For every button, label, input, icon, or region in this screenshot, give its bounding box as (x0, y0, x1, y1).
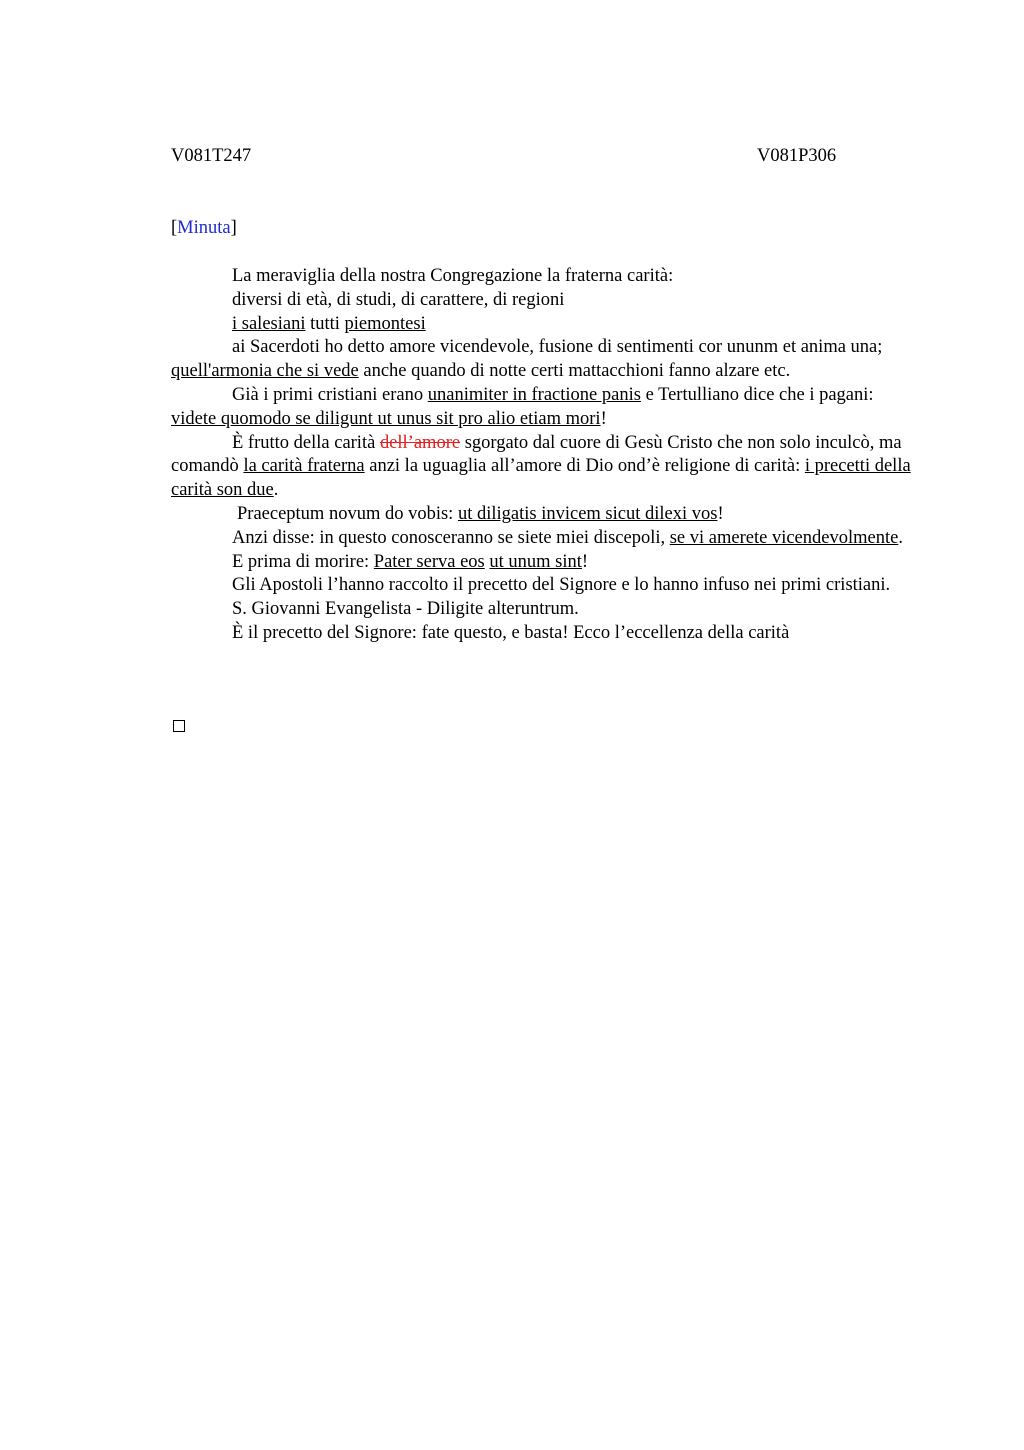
deleted-phrase: dell’amore (379, 432, 461, 453)
underlined-phrase: piemontesi (344, 313, 426, 334)
text-run: Praeceptum novum do vobis: (237, 503, 458, 524)
underlined-phrase: ut diligatis invicem sicut dilexi vos (457, 503, 718, 524)
document-code-left: V081T247 (171, 146, 252, 166)
paragraph-7 (171, 503, 921, 527)
underlined-phrase: i precetti della carità son due (171, 456, 911, 501)
document-code-right: V081P306 (757, 146, 837, 166)
text-run: . (273, 480, 279, 501)
checkbox-icon (173, 720, 185, 732)
text-run: E prima di morire: (232, 551, 374, 572)
text-run: sgorgato dal cuore di Gesù Cristo che non solo inculcò, ma comandò (171, 432, 902, 477)
paragraph-11: S. Giovanni Evangelista - Diligite alteruntrum. (232, 599, 579, 620)
document-body (171, 265, 921, 646)
underlined-phrase: i salesiani (232, 313, 306, 334)
text-run: ! (600, 408, 607, 429)
paragraph-3 (171, 313, 921, 337)
paragraph-9 (171, 551, 921, 575)
paragraph-4 (171, 336, 921, 384)
underlined-phrase: videte quomodo se diligunt ut unus sit pro alio etiam mori (171, 408, 601, 429)
text-run: Già i primi cristiani erano (232, 384, 428, 405)
underlined-phrase: unanimiter in fractione panis (427, 384, 641, 405)
text-run: ! (717, 503, 724, 524)
text-run: . (898, 527, 903, 548)
underlined-phrase: Pater serva eos (373, 551, 485, 572)
text-run: Anzi disse: in questo conosceranno se siete miei discepoli, (232, 527, 670, 548)
document-header (171, 146, 921, 170)
text-run: e Tertulliano dice che i pagani: (640, 384, 874, 405)
paragraph-6 (171, 432, 921, 503)
minuta-heading (171, 218, 237, 239)
paragraph-1: La meraviglia della nostra Congregazione la fraterna carità: (232, 266, 674, 286)
text-run: tutti (305, 313, 345, 334)
paragraph-12: È il precetto del Signore: fate questo, e basta! Ecco l’eccellenza della carità (232, 622, 790, 643)
underlined-phrase: quell'armonia che si vede (171, 361, 359, 382)
paragraph-5 (171, 384, 921, 432)
text-run: anche quando di notte certi mattacchioni fanno alzare etc. (358, 361, 791, 382)
paragraph-10: Gli Apostoli l’hanno raccolto il precetto del Signore e lo hanno infuso nei primi cristiani. (232, 575, 891, 596)
minuta-close-bracket: ] (230, 218, 237, 238)
underlined-phrase: la carità fraterna (243, 456, 365, 477)
paragraph-2: diversi di età, di studi, di carattere, di regioni (232, 289, 565, 310)
underlined-phrase: ut unum sint (489, 551, 582, 572)
paragraph-8 (171, 527, 921, 551)
underlined-phrase: se vi amerete vicendevolmente (669, 527, 899, 548)
text-run: ! (581, 551, 589, 572)
text-run: anzi la uguaglia all’amore di Dio ond’è religione di carità: (364, 456, 805, 477)
text-run: È frutto della carità (232, 432, 380, 453)
text-run: ai Sacerdoti ho detto amore vicendevole, fusione di sentimenti cor ununm et anima una; (232, 337, 883, 358)
minuta-open-bracket: [ (171, 218, 178, 238)
minuta-label: Minuta (177, 218, 231, 238)
